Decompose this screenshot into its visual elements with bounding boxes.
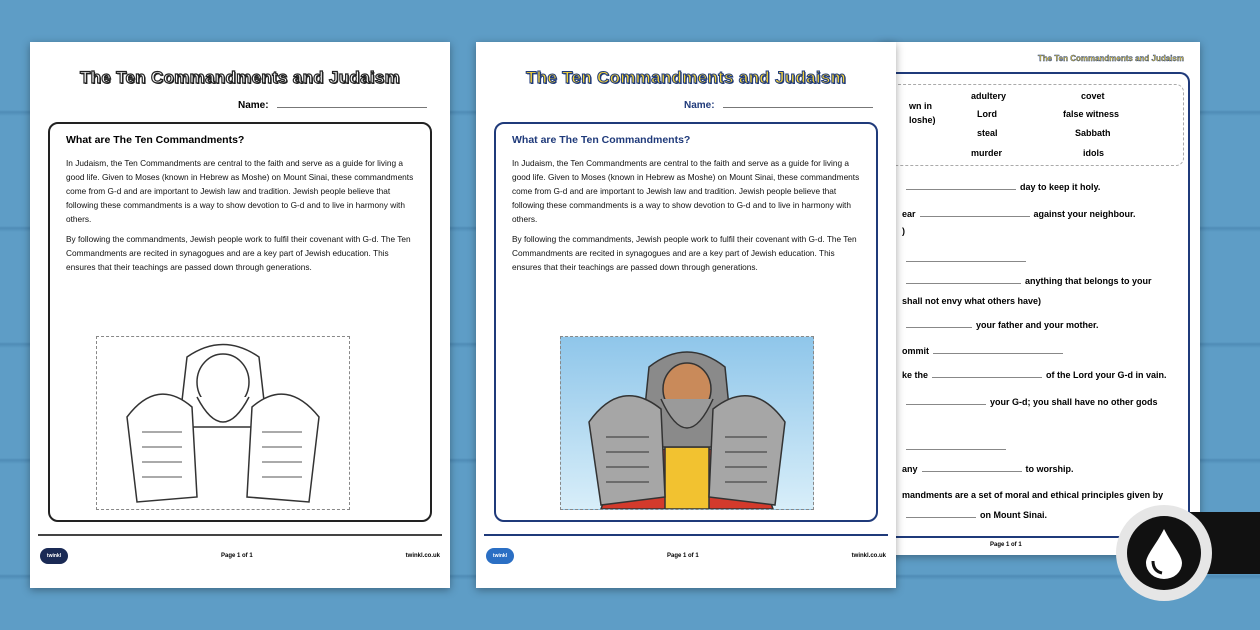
word: wn in bbox=[909, 101, 932, 111]
disclaimer bbox=[38, 528, 442, 536]
footer bbox=[486, 544, 886, 568]
question-line: mandments are a set of moral and ethical principles given by bbox=[902, 490, 1164, 500]
word: loshe) bbox=[909, 115, 936, 125]
section-heading: What are The Ten Commandments? bbox=[512, 134, 691, 146]
worksheet-bw bbox=[30, 42, 450, 588]
name-field bbox=[238, 100, 427, 111]
worksheet-activity bbox=[880, 42, 1200, 555]
word: Sabbath bbox=[1075, 128, 1111, 138]
question-line: your father and your mother. bbox=[902, 320, 1099, 330]
footer bbox=[40, 544, 440, 568]
question-line: your G-d; you shall have no other gods bbox=[902, 397, 1158, 407]
page-number: Page 1 of 1 bbox=[990, 542, 1022, 548]
section-heading: What are The Ten Commandments? bbox=[66, 134, 245, 146]
page-title: The Ten Commandments and Judaism bbox=[525, 68, 847, 87]
question-line: ommit bbox=[902, 346, 1067, 356]
paragraph-2: By following the commandments, Jewish people work to fulfil their covenant with G-d. The Ten Commandments are recited in synagogues and are a key part of Jewish education. This ensures that their teachings are passed down through generations. bbox=[512, 234, 857, 272]
word: steal bbox=[977, 128, 998, 138]
word: false witness bbox=[1063, 109, 1120, 119]
paragraph-2: By following the commandments, Jewish people work to fulfil their covenant with G-d. The Ten Commandments are recited in synagogues and are a key part of Jewish education. This ensures that their teachings are passed down through generations. bbox=[66, 234, 411, 272]
ink-saving-badge bbox=[1116, 505, 1212, 601]
site-text: twinkl.co.uk bbox=[851, 553, 886, 559]
twinkl-logo: twinkl bbox=[40, 548, 68, 564]
word-bank bbox=[870, 84, 1184, 166]
page-number: Page 1 of 1 bbox=[666, 553, 699, 559]
question-line: ke the of the Lord your G-d in vain. bbox=[902, 370, 1167, 380]
word: idols bbox=[1083, 148, 1105, 158]
question-line: ) bbox=[902, 226, 905, 236]
question-line: anything that belongs to your bbox=[902, 276, 1152, 286]
question-line: shall not envy what others have) bbox=[902, 296, 1042, 306]
activity-title: The Ten Commandments and Judaism bbox=[1037, 54, 1184, 63]
twinkl-logo: twinkl bbox=[486, 548, 514, 564]
question-line bbox=[902, 442, 1010, 452]
name-field bbox=[684, 100, 873, 111]
ink-drop-icon bbox=[1144, 527, 1184, 579]
question-line: day to keep it holy. bbox=[902, 182, 1100, 192]
question-line: any to worship. bbox=[902, 464, 1074, 474]
page-number: Page 1 of 1 bbox=[220, 553, 253, 559]
word: murder bbox=[971, 148, 1003, 158]
page-title: The Ten Commandments and Judaism bbox=[79, 68, 401, 87]
name-label: Name: bbox=[684, 100, 715, 111]
site-text: twinkl.co.uk bbox=[405, 553, 440, 559]
moses-illustration-outline bbox=[96, 336, 350, 510]
question-line: on Mount Sinai. bbox=[902, 510, 1047, 520]
question-line: ear against your neighbour. bbox=[902, 209, 1136, 219]
moses-illustration-colour bbox=[560, 336, 814, 510]
question-line bbox=[902, 254, 1030, 264]
name-label: Name: bbox=[238, 100, 269, 111]
word: adultery bbox=[971, 91, 1007, 101]
paragraph-1: In Judaism, the Ten Commandments are central to the faith and serve as a guide for living a good life. Given to Moses (known in Hebrew as Moshe) on Mount Sinai, these commandments come from G-d and are important to Jewish law and tradition. Jewish people believe that following these commandments is a way to show devotion to G-d and to live in harmony with others. bbox=[66, 158, 414, 224]
disclaimer bbox=[484, 528, 888, 536]
worksheet-colour bbox=[476, 42, 896, 588]
word: covet bbox=[1081, 91, 1105, 101]
word: Lord bbox=[977, 109, 997, 119]
paragraph-1: In Judaism, the Ten Commandments are central to the faith and serve as a guide for living a good life. Given to Moses (known in Hebrew as Moshe) on Mount Sinai, these commandments come from G-d and are important to Jewish law and tradition. Jewish people believe that following these commandments is a way to show devotion to G-d and to live in harmony with others. bbox=[512, 158, 860, 224]
